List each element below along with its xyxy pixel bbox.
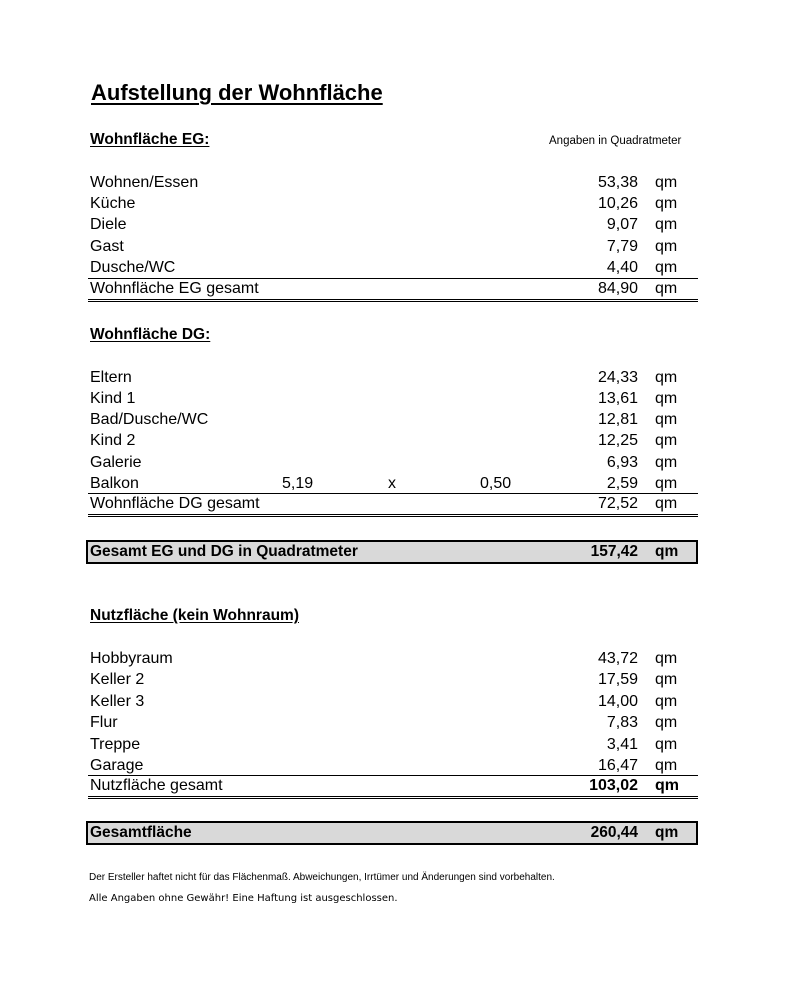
section-heading-nutzflaeche: Nutzfläche (kein Wohnraum) <box>90 607 299 624</box>
total-unit: qm <box>655 777 679 794</box>
row-value: 53,38 <box>597 174 638 191</box>
total-row-dg <box>88 493 698 517</box>
row-value: 7,79 <box>606 238 638 255</box>
section-heading-eg: Wohnfläche EG: <box>90 131 210 148</box>
row-label: Flur <box>90 714 118 731</box>
row-value: 3,41 <box>606 736 638 753</box>
row-label: Kind 1 <box>90 390 136 407</box>
grand-total-label: Gesamtfläche <box>90 824 192 841</box>
table-row <box>88 236 698 257</box>
total-unit: qm <box>655 495 678 512</box>
sum-unit: qm <box>655 543 679 560</box>
row-value: 6,93 <box>606 454 638 471</box>
balkon-operator: x <box>388 475 396 492</box>
row-value: 13,61 <box>597 390 638 407</box>
units-note: Angaben in Quadratmeter <box>549 135 682 147</box>
total-unit: qm <box>655 280 678 297</box>
row-label: Keller 3 <box>90 693 145 710</box>
row-unit: qm <box>655 411 678 428</box>
row-unit: qm <box>655 454 678 471</box>
row-label: Dusche/WC <box>90 259 176 276</box>
row-label: Gast <box>90 238 124 255</box>
total-value: 72,52 <box>597 495 638 512</box>
table-row <box>88 193 698 214</box>
row-value: 14,00 <box>597 693 638 710</box>
row-label: Balkon <box>90 475 139 492</box>
row-value: 17,59 <box>597 671 638 688</box>
table-row <box>88 172 698 193</box>
row-value: 4,40 <box>606 259 638 276</box>
row-value: 10,26 <box>597 195 638 212</box>
row-label: Garage <box>90 757 144 774</box>
table-row <box>88 388 698 409</box>
table-row <box>88 452 698 473</box>
row-value: 43,72 <box>597 650 638 667</box>
row-unit: qm <box>655 216 678 233</box>
disclaimer-line-2: Alle Angaben ohne Gewähr! Eine Haftung ist ausgeschlossen. <box>89 893 398 904</box>
table-row <box>88 257 698 278</box>
total-value: 84,90 <box>597 280 638 297</box>
table-row <box>88 367 698 388</box>
table-row <box>88 755 698 776</box>
row-unit: qm <box>655 432 678 449</box>
row-unit: qm <box>655 475 678 492</box>
total-label: Nutzfläche gesamt <box>90 777 223 794</box>
table-row <box>88 648 698 669</box>
row-value: 12,81 <box>597 411 638 428</box>
row-unit: qm <box>655 174 678 191</box>
table-row <box>88 734 698 755</box>
grand-total-unit: qm <box>655 824 679 841</box>
row-label: Bad/Dusche/WC <box>90 411 209 428</box>
row-unit: qm <box>655 671 678 688</box>
row-value: 9,07 <box>606 216 638 233</box>
row-unit: qm <box>655 650 678 667</box>
table-row-balkon <box>88 473 698 494</box>
sum-eg-dg-box <box>86 540 698 564</box>
grand-total-box <box>86 821 698 845</box>
row-label: Eltern <box>90 369 132 386</box>
row-label: Wohnen/Essen <box>90 174 199 191</box>
table-row <box>88 409 698 430</box>
row-unit: qm <box>655 390 678 407</box>
row-label: Diele <box>90 216 127 233</box>
row-label: Hobbyraum <box>90 650 173 667</box>
table-row <box>88 214 698 235</box>
row-unit: qm <box>655 736 678 753</box>
row-unit: qm <box>655 238 678 255</box>
total-row-nutzflaeche <box>88 775 698 799</box>
row-label: Keller 2 <box>90 671 145 688</box>
row-unit: qm <box>655 195 678 212</box>
row-value: 24,33 <box>597 369 638 386</box>
row-unit: qm <box>655 259 678 276</box>
table-row <box>88 691 698 712</box>
row-unit: qm <box>655 693 678 710</box>
row-label: Kind 2 <box>90 432 136 449</box>
table-row <box>88 712 698 733</box>
page-title: Aufstellung der Wohnfläche <box>91 80 383 105</box>
row-unit: qm <box>655 757 678 774</box>
row-value: 7,83 <box>606 714 638 731</box>
row-value: 2,59 <box>606 475 638 492</box>
row-unit: qm <box>655 369 678 386</box>
row-unit: qm <box>655 714 678 731</box>
sum-label: Gesamt EG und DG in Quadratmeter <box>90 543 358 560</box>
disclaimer-line-1: Der Ersteller haftet nicht für das Flächenmaß. Abweichungen, Irrtümer und Änderungen sind vorbehalten. <box>89 872 555 883</box>
total-label: Wohnfläche EG gesamt <box>90 280 259 297</box>
row-label: Treppe <box>90 736 141 753</box>
table-row <box>88 430 698 451</box>
balkon-factor-1: 5,19 <box>282 475 314 492</box>
row-value: 16,47 <box>597 757 638 774</box>
total-label: Wohnfläche DG gesamt <box>90 495 260 512</box>
row-label: Küche <box>90 195 136 212</box>
row-value: 12,25 <box>597 432 638 449</box>
total-row-eg <box>88 278 698 302</box>
grand-total-value: 260,44 <box>590 824 638 841</box>
row-label: Galerie <box>90 454 142 471</box>
section-heading-dg: Wohnfläche DG: <box>90 326 211 343</box>
sum-value: 157,42 <box>590 543 638 560</box>
table-row <box>88 669 698 690</box>
total-value: 103,02 <box>589 777 638 794</box>
balkon-factor-2: 0,50 <box>480 475 512 492</box>
